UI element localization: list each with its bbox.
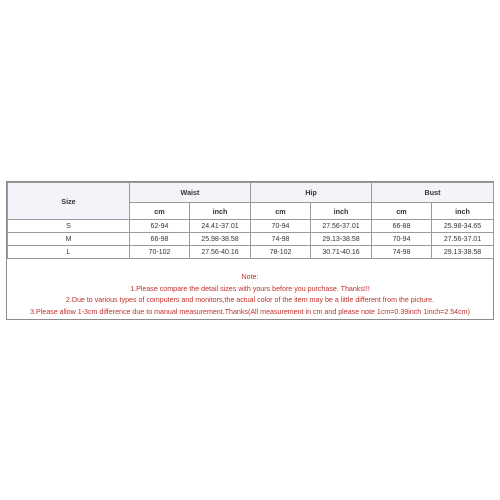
table-row [8,220,494,233]
table-cell: 29.13-38.58 [432,246,494,259]
size-label: M [8,233,130,246]
table-cell: 66-88 [372,220,432,233]
unit-header: cm [372,203,432,220]
unit-header: cm [251,203,311,220]
notes-heading: Note: [241,273,259,281]
note-line: 3.Please allow 1-3cm difference due to manual measurement.Thanks(All measurement in cm and please note 1cm=0.39inch 1inch=2.54cm) [30,307,470,316]
table-cell: 29.13-38.58 [311,233,372,246]
table-cell: 62-94 [130,220,190,233]
unit-header: inch [311,203,372,220]
table-cell: 70-94 [372,233,432,246]
table-cell: 25.98-38.58 [190,233,251,246]
table-cell: 70-94 [251,220,311,233]
note-line: 2.Due to various types of computers and monitors,the actual color of the item may be a little different from the picture. [65,296,435,305]
table-cell: 74-98 [251,233,311,246]
unit-header: inch [190,203,251,220]
table-cell: 27.56-37.01 [432,233,494,246]
table-cell: 25.98-34.65 [432,220,494,233]
table-cell: 27.56-37.01 [311,220,372,233]
table-row [8,233,494,246]
notes-block [7,272,493,318]
table-cell: 24.41-37.01 [190,220,251,233]
size-label: L [8,246,130,259]
table-cell: 78-102 [251,246,311,259]
note-line: 1.Please compare the detail sizes with yours before you purchase. Thanks!!! [130,284,370,293]
table-cell: 66-98 [130,233,190,246]
header-row-groups [8,183,494,203]
table-cell: 27.56-40.16 [190,246,251,259]
unit-header: inch [432,203,494,220]
size-column-header: Size [8,183,130,220]
table-cell: 74-98 [372,246,432,259]
bust-header: Bust [372,183,494,203]
hip-header: Hip [251,183,372,203]
unit-header: cm [130,203,190,220]
table-row [8,246,494,259]
size-table [7,182,494,259]
table-cell: 30.71-40.16 [311,246,372,259]
size-label: S [8,220,130,233]
size-chart [6,181,494,320]
table-cell: 70-102 [130,246,190,259]
waist-header: Waist [130,183,251,203]
